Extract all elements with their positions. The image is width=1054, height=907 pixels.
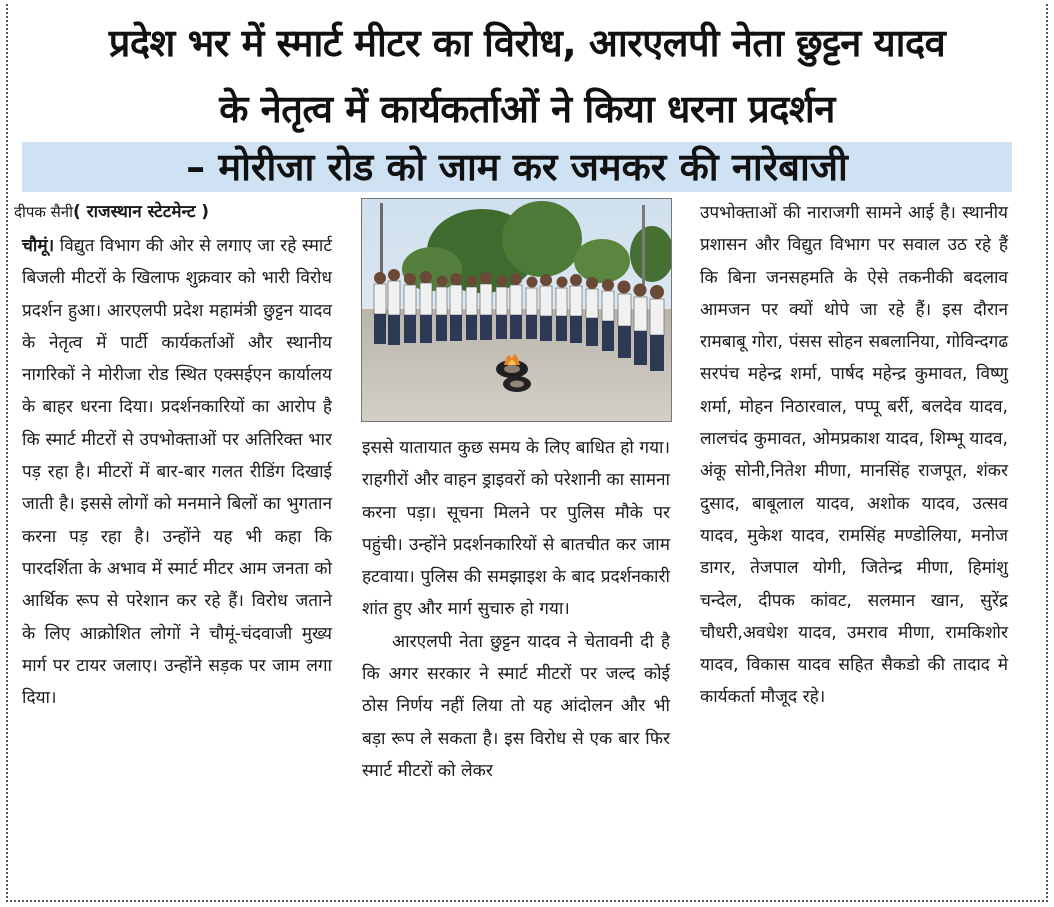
byline-author: दीपक सैनी bbox=[14, 203, 74, 221]
column-3-text: उपभोक्ताओं की नाराजगी सामने आई है। स्थानीय प्रशासन और विद्युत विभाग पर सवाल उठ रहे हैं कि बिना जनसहमति के ऐसे तकनीकी बदलाव आमजन पर क्यों थोपे जा रहे हैं। इस दौरान रामबाबू गोरा, पंसस सोहन सबलानिया, गोविन्दगढ सरपंच महेन्द्र शर्मा, पार्षद महेन्द्र कुमावत, विष्णु शर्मा, मोहन निठारवाल, पप्पू बर्री, बलदेव यादव, लालचंद कुमावत, ओमप्रकाश यादव, शिम्भू यादव, अंकू सोनी,नितेश मीणा, मानसिंह राजपूत, शंकर दुसाद, बाबूलाल यादव, अशोक यादव, उत्सव यादव, मुकेश यादव, रामसिंह मण्डोलिया, मनोज डागर, तेजपाल योगी, जितेन्द्र मीणा, हिमांशु चन्देल, दीपक कांवट, सलमान खान, सुरेंद्र चौधरी,अवधेश यादव, उमराव मीणा, रामकिशोर यादव, विकास यादव सहित सैकडो की तादाद मे कार्यकर्ता मौजूद रहे। bbox=[700, 203, 1008, 708]
article-dateline: चौमूं। bbox=[22, 236, 55, 256]
byline bbox=[14, 201, 209, 223]
article-column-3 bbox=[700, 197, 1008, 714]
article-column-1 bbox=[22, 230, 332, 714]
protest-photo bbox=[361, 198, 672, 422]
headline-line-2: के नेतृत्व में कार्यकर्ताओं ने किया धरना प्रदर्शन bbox=[219, 87, 835, 131]
headline-line-1: प्रदेश भर में स्मार्ट मीटर का विरोध, आरएलपी नेता छुट्टन यादव bbox=[108, 21, 946, 65]
article-paragraph bbox=[22, 230, 332, 714]
subheadline: – मोरीजा रोड को जाम कर जमकर की नारेबाजी bbox=[186, 145, 848, 189]
column-2-paragraph-2: आरएलपी नेता छुट्टन यादव ने चेतावनी दी है कि अगर सरकार ने स्मार्ट मीटरों पर जल्द कोई ठोस निर्णय नहीं लिया तो यह आंदोलन और भी बड़ा रूप ले सकता है। इस विरोध से एक बार फिर स्मार्ट मीटरों को लेकर bbox=[362, 631, 670, 781]
column-1-text: विद्युत विभाग की ओर से लगाए जा रहे स्मार्ट बिजली मीटरों के खिलाफ शुक्रवार को भारी विरोध प्रदर्शन हुआ। आरएलपी प्रदेश महामंत्री छुट्टन यादव के नेतृत्व में पार्टी कार्यकर्ताओं और स्थानीय नागरिकों ने मोरीजा रोड स्थित एक्सईएन कार्यालय के बाहर धरना दिया। प्रदर्शनकारियों का आरोप है कि स्मार्ट मीटरों से उपभोक्ताओं पर अतिरिक्त भार पड़ रहा है। मीटरों में बार-बार गलत रीडिंग दिखाई जाती है। इससे लोगों को मनमाने बिलों का भुगतान करना पड़ रहा है। उन्होंने यह भी कहा कि पारदर्शिता के अभाव में स्मार्ट मीटर आम जनता को आर्थिक रूप से परेशान कर रहे हैं। विरोध जताने के लिए आक्रोशित लोगों ने चौमूं-चंदवाजी मुख्य मार्ग पर टायर जलाए। उन्होंने सड़क पर जाम लगा दिया। bbox=[22, 236, 333, 709]
article-column-2 bbox=[362, 432, 670, 787]
protest-photo-illustration bbox=[362, 199, 671, 421]
byline-paper: ( राजस्थान स्टेटमेन्ट ) bbox=[73, 202, 210, 222]
column-2-paragraph-1: इससे यातायात कुछ समय के लिए बाधित हो गया। राहगीरों और वाहन ड्राइवरों को परेशानी का सामना करना पड़ा। सूचना मिलने पर पुलिस मौके पर पहुंची। उन्होंने प्रदर्शनकारियों से बातचीत कर जाम हटवाया। पुलिस की समझाइश के बाद प्रदर्शनकारी शांत हुए और मार्ग सुचारु हो गया। bbox=[362, 438, 670, 620]
